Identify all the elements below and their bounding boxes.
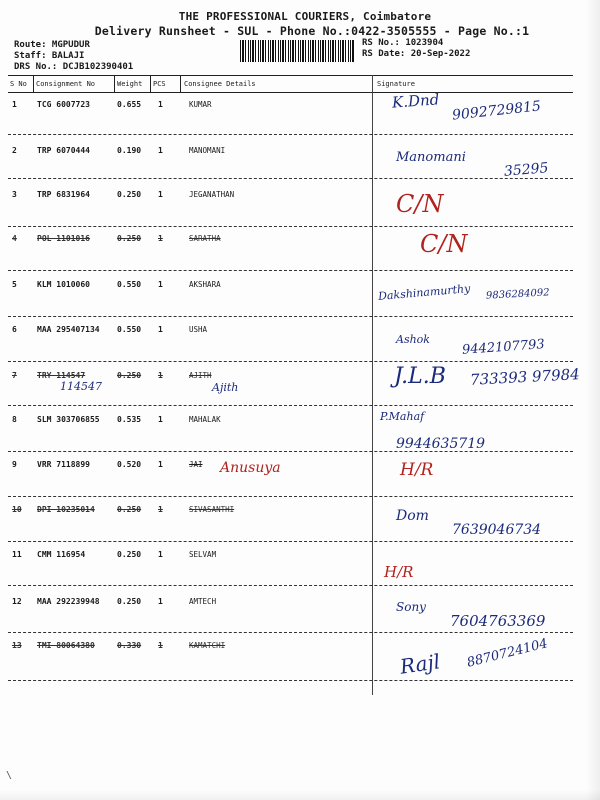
row-9-pcs: 1 — [158, 460, 163, 469]
row-8-pcs: 1 — [158, 415, 163, 424]
row-10-sno: 10 — [12, 505, 22, 514]
row-11-consignee: SELVAM — [189, 550, 217, 559]
row-11-sno: 11 — [12, 550, 22, 559]
row-8-consignment: SLM 303706855 — [37, 415, 100, 424]
table-header-rule — [8, 92, 573, 93]
row-3-consignee: JEGANATHAN — [189, 190, 235, 199]
row-4-consignment: POL 1101016 — [37, 234, 90, 243]
row-5-weight: 0.550 — [117, 280, 142, 289]
row-2-signature: Manomani — [396, 150, 466, 165]
row-8-phone: 9944635719 — [396, 436, 486, 452]
row-7-note-number: 114547 — [60, 380, 102, 393]
row-10-pcs: 1 — [158, 505, 163, 514]
company-title: THE PROFESSIONAL COURIERS, Coimbatore — [178, 10, 432, 23]
col-pcs: PCS — [153, 80, 166, 88]
row-13-consignee: KAMATCHI — [189, 641, 226, 650]
col-consignment: Consignment No — [36, 80, 96, 88]
col-divider — [33, 75, 34, 92]
row-separator — [8, 632, 573, 633]
row-7-note-name: Ajith — [212, 381, 239, 394]
row-9-consignment: VRR 7118899 — [37, 460, 90, 469]
row-12-weight: 0.250 — [117, 597, 142, 606]
row-8-weight: 0.535 — [117, 415, 142, 424]
row-10-phone: 7639046734 — [452, 522, 542, 538]
row-separator — [8, 316, 573, 317]
row-8-sno: 8 — [12, 415, 17, 424]
row-separator — [8, 680, 573, 681]
row-separator — [8, 226, 573, 227]
row-1-weight: 0.655 — [117, 100, 142, 109]
col-sno: S No — [10, 80, 27, 88]
row-3-signature: C/N — [396, 190, 444, 218]
row-1-consignment: TCG 6007723 — [37, 100, 90, 109]
row-6-weight: 0.550 — [117, 325, 142, 334]
row-7-pcs: 1 — [158, 371, 163, 380]
row-8-signature: P.Mahaf — [380, 410, 425, 423]
row-6-phone: 9442107793 — [461, 337, 546, 358]
row-1-signature: K.Dnd — [391, 90, 440, 112]
row-4-pcs: 1 — [158, 234, 163, 243]
row-3-consignment: TRP 6831964 — [37, 190, 90, 199]
col-consignee: Consignee Details — [184, 80, 256, 88]
row-12-sno: 12 — [12, 597, 22, 606]
row-7-signature: J.L.B — [394, 364, 446, 389]
row-1-sno: 1 — [12, 100, 17, 109]
row-7-weight: 0.250 — [117, 371, 142, 380]
row-separator — [8, 541, 573, 542]
row-10-consignment: DPI 10235014 — [37, 505, 95, 514]
runsheet-subtitle: Delivery Runsheet - SUL - Phone No.:0422-3505555 - Page No.:1 — [94, 24, 530, 38]
row-13-pcs: 1 — [158, 641, 163, 650]
row-13-weight: 0.330 — [117, 641, 142, 650]
col-divider — [180, 75, 181, 92]
row-3-sno: 3 — [12, 190, 17, 199]
row-2-pcs: 1 — [158, 146, 163, 155]
col-divider — [150, 75, 151, 92]
barcode-image — [240, 40, 355, 62]
row-6-signature: Ashok — [396, 333, 430, 346]
row-7-phone: 733393 97984 — [469, 365, 581, 389]
row-5-pcs: 1 — [158, 280, 163, 289]
row-12-signature: Sony — [396, 600, 426, 614]
row-11-pcs: 1 — [158, 550, 163, 559]
row-13-consignment: TMI 80064380 — [37, 641, 95, 650]
row-1-phone: 9092729815 — [451, 98, 542, 124]
row-9-consignee: JAI — [189, 460, 203, 469]
staff-label: Staff: BALAJI — [14, 51, 85, 61]
row-10-consignee: SIVASANTHI — [189, 505, 235, 514]
row-12-consignment: MAA 292239948 — [37, 597, 100, 606]
row-5-signature: Dakshinamurthy — [377, 281, 471, 304]
row-4-signature: C/N — [420, 230, 468, 258]
corner-scan-mark: \ — [6, 770, 13, 781]
row-12-pcs: 1 — [158, 597, 163, 606]
row-9-sno: 9 — [12, 460, 17, 469]
row-13-phone: 8870724104 — [465, 636, 550, 671]
col-signature: Signature — [377, 80, 415, 88]
row-13-sno: 13 — [12, 641, 22, 650]
row-2-sno: 2 — [12, 146, 17, 155]
row-1-consignee: KUMAR — [189, 100, 212, 109]
row-5-consignee: AKSHARA — [189, 280, 221, 289]
row-3-pcs: 1 — [158, 190, 163, 199]
row-9-note-name: Anusuya — [220, 460, 281, 476]
col-divider — [114, 75, 115, 92]
row-1-pcs: 1 — [158, 100, 163, 109]
row-6-sno: 6 — [12, 325, 17, 334]
row-6-consignee: USHA — [189, 325, 208, 334]
table-top-rule — [8, 75, 573, 76]
row-separator — [8, 134, 573, 135]
row-12-consignee: AMTECH — [189, 597, 217, 606]
row-2-consignee: MANOMANI — [189, 146, 226, 155]
scan-bottom-edge — [0, 790, 600, 800]
route-label: Route: MGPUDUR — [14, 40, 90, 50]
row-separator — [8, 585, 573, 586]
rs-number: RS No.: 1023904 — [362, 38, 444, 48]
row-11-consignment: CMM 116954 — [37, 550, 86, 559]
row-5-phone: 9836284092 — [485, 287, 550, 302]
row-6-consignment: MAA 295407134 — [37, 325, 100, 334]
row-2-weight: 0.190 — [117, 146, 142, 155]
row-10-signature: Dom — [396, 508, 429, 524]
row-4-sno: 4 — [12, 234, 17, 243]
row-separator — [8, 405, 573, 406]
row-13-signature: Rajl — [398, 649, 442, 679]
row-separator — [8, 270, 573, 271]
row-7-consignee: AJITH — [189, 371, 212, 380]
row-9-signature: H/R — [400, 460, 434, 480]
row-12-phone: 7604763369 — [450, 612, 546, 630]
row-10-weight: 0.250 — [117, 505, 142, 514]
row-8-consignee: MAHALAK — [189, 415, 221, 424]
row-4-weight: 0.250 — [117, 234, 142, 243]
col-weight: Weight — [117, 80, 143, 88]
scan-edge-shadow — [586, 0, 600, 800]
rs-date: RS Date: 20-Sep-2022 — [362, 49, 471, 59]
row-6-pcs: 1 — [158, 325, 163, 334]
row-separator — [8, 496, 573, 497]
signature-column-divider — [372, 75, 373, 695]
row-7-sno: 7 — [12, 371, 17, 380]
row-separator — [8, 361, 573, 362]
row-separator — [8, 178, 573, 179]
row-11-signature: H/R — [384, 563, 414, 581]
row-5-consignment: KLM 1010060 — [37, 280, 90, 289]
row-9-weight: 0.520 — [117, 460, 142, 469]
row-5-sno: 5 — [12, 280, 17, 289]
row-4-consignee: SARATHA — [189, 234, 221, 243]
row-3-weight: 0.250 — [117, 190, 142, 199]
row-2-consignment: TRP 6070444 — [37, 146, 90, 155]
row-11-weight: 0.250 — [117, 550, 142, 559]
row-separator — [8, 451, 573, 452]
row-7-consignment: TRY 114547 — [37, 371, 86, 380]
drs-number: DRS No.: DCJB102390401 — [14, 62, 134, 72]
row-2-phone: 35295 — [503, 160, 550, 180]
